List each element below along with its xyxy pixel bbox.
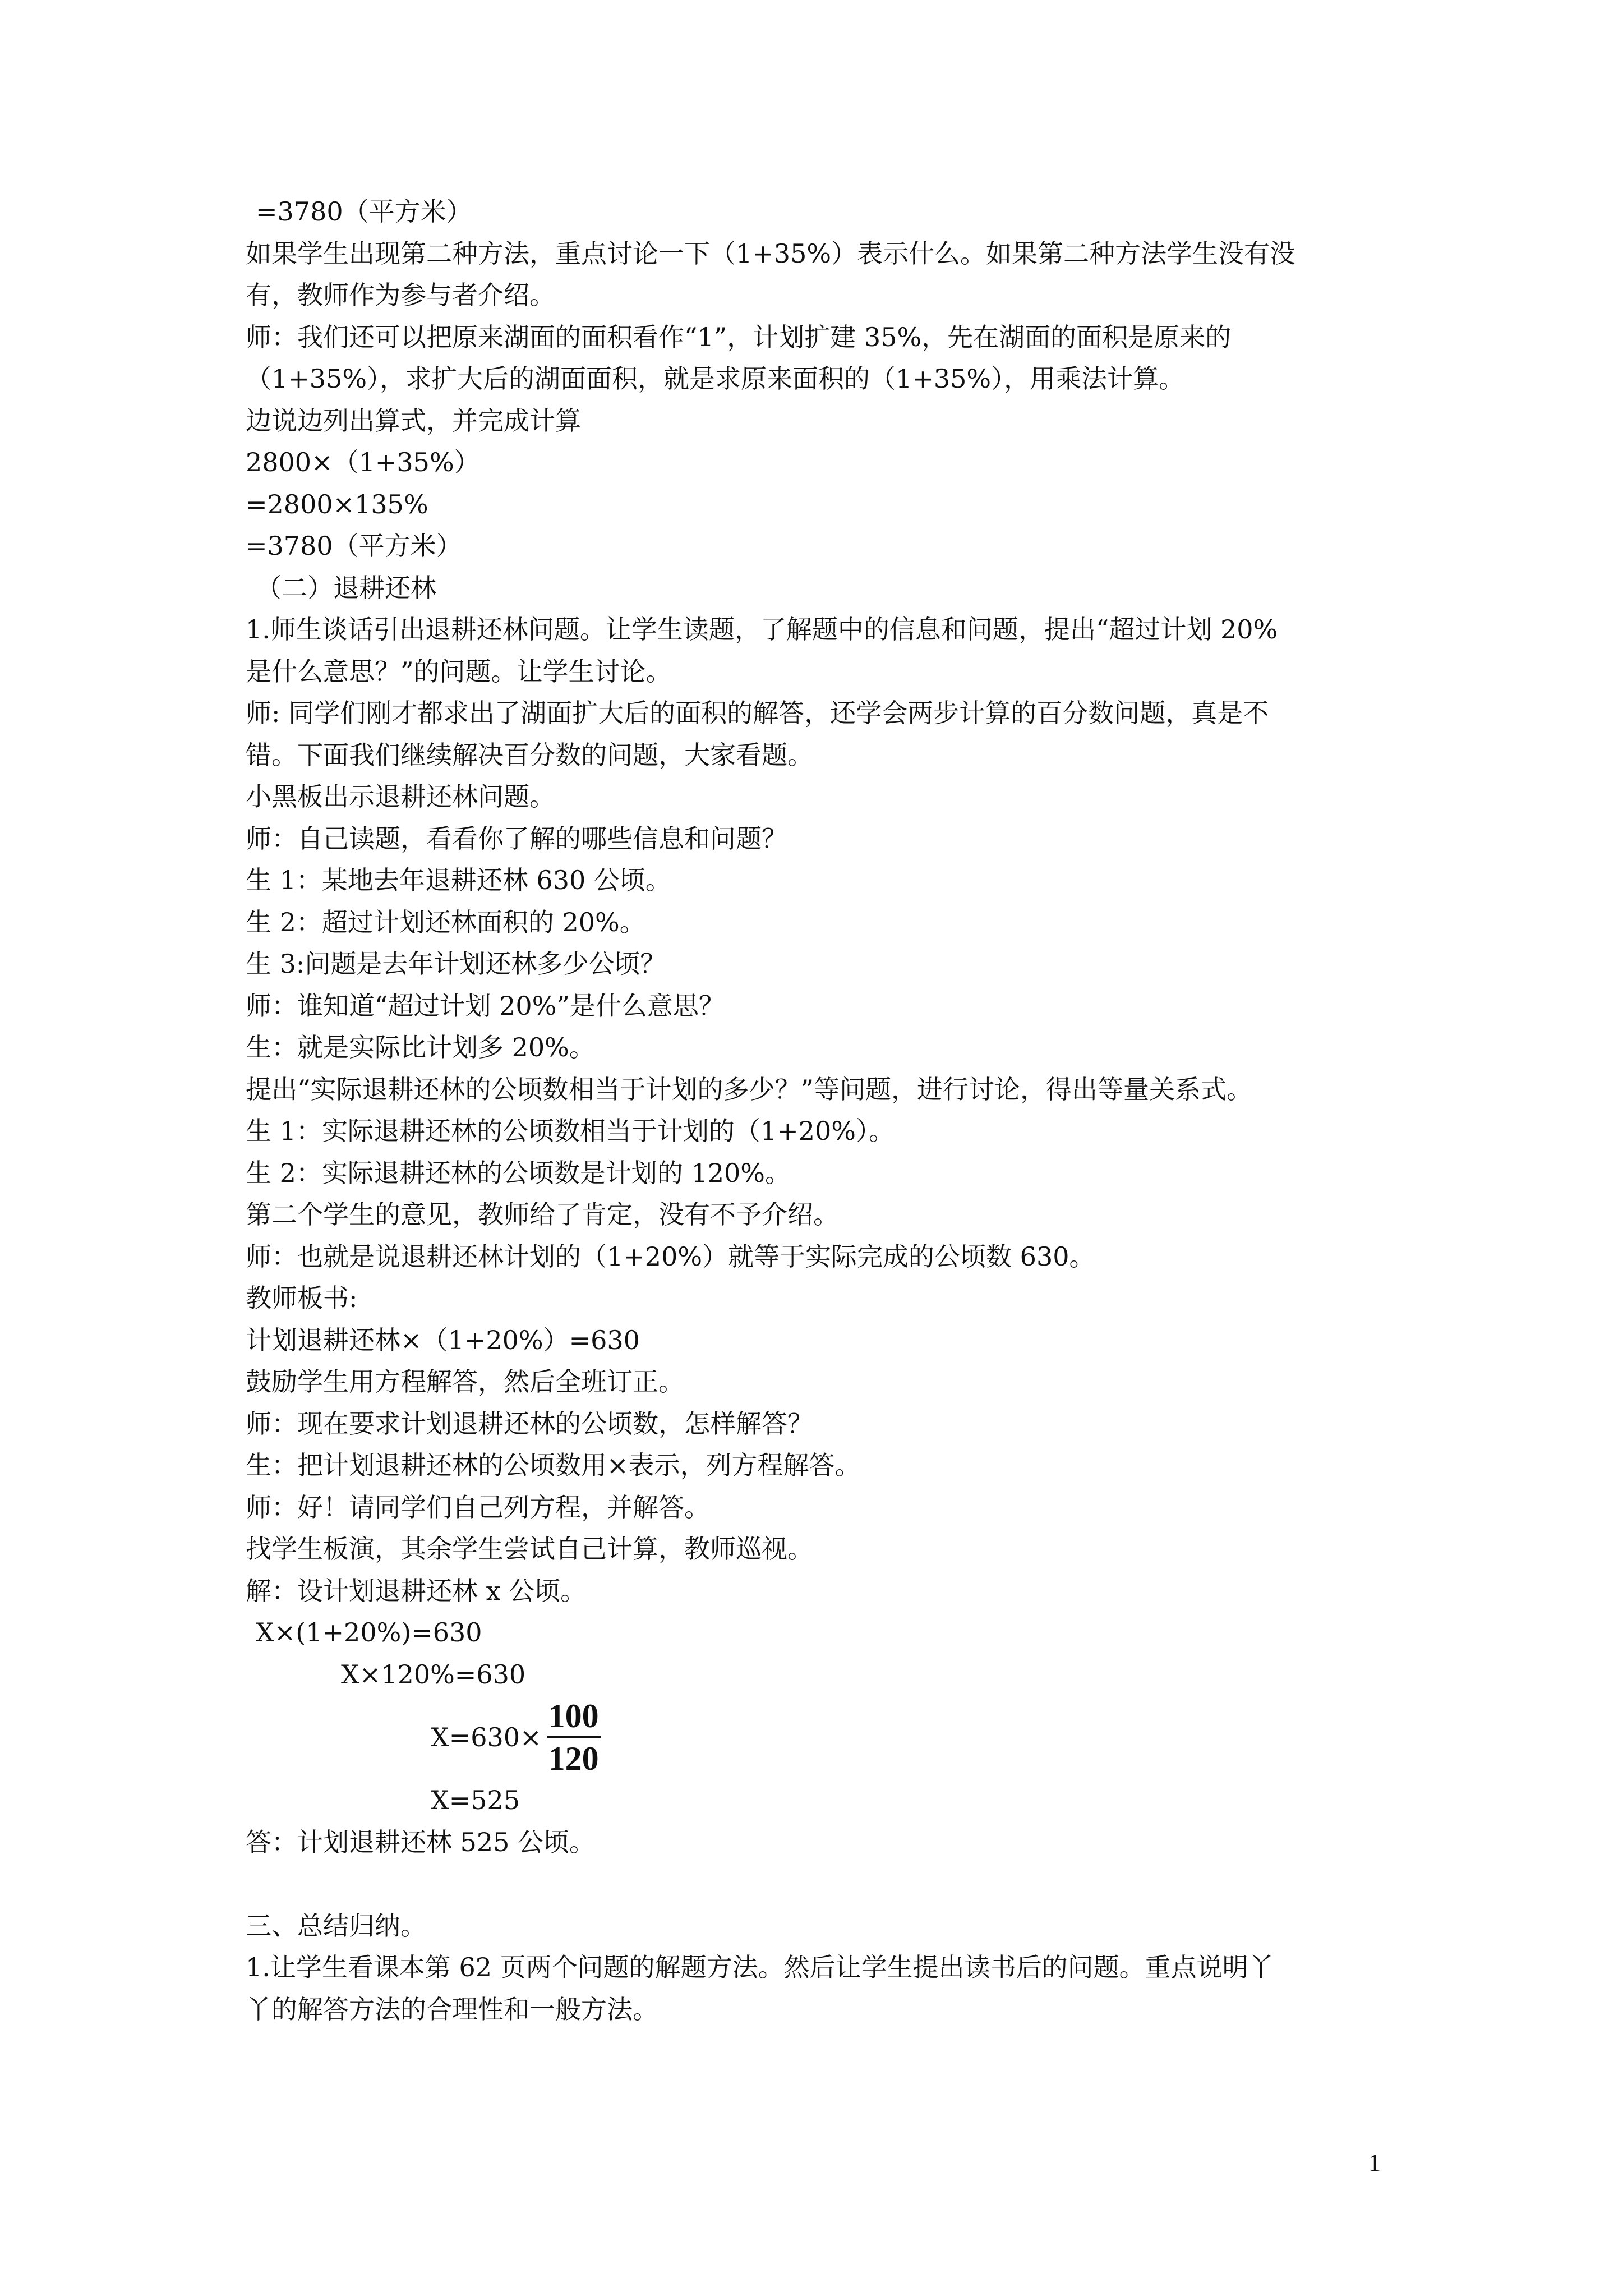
text-line: 答：计划退耕还林 525 公顷。: [246, 1826, 596, 1857]
text-line: 2800×（1+35%）: [246, 447, 480, 477]
text-line: 小黑板出示退耕还林问题。: [246, 781, 555, 812]
text-line: 解：设计划退耕还林 x 公顷。: [246, 1575, 587, 1606]
text-line: 师：自己读题，看看你了解的哪些信息和问题？: [246, 823, 787, 854]
blank-line: [246, 1863, 1395, 1905]
text-line: 师：也就是说退耕还林计划的（1+20%）就等于实际完成的公顷数 630。: [246, 1241, 1095, 1272]
text-line: =3780（平方米）: [246, 531, 462, 561]
text-line: 师：现在要求计划退耕还林的公顷数，怎样解答？: [246, 1408, 813, 1439]
text-line: 第二个学生的意见，教师给了肯定，没有不予介绍。: [246, 1199, 839, 1230]
fraction-numerator: 100: [548, 1697, 599, 1734]
text-line: X=525: [431, 1785, 520, 1815]
text-line: 找学生板演，其余学生尝试自己计算，教师巡视。: [246, 1534, 813, 1564]
text-line: 如果学生出现第二种方法，重点讨论一下（1+35%）表示什么。如果第二种方法学生没有没: [246, 238, 1296, 269]
text-line: X×120%=630: [341, 1659, 526, 1690]
text-line: 错。下面我们继续解决百分数的问题，大家看题。: [246, 739, 813, 770]
fraction-equation-prefix: X=630×: [431, 1722, 542, 1752]
text-line: 提出“实际退耕还林的公顷数相当于计划的多少？”等问题，进行讨论，得出等量关系式。: [246, 1074, 1253, 1105]
text-line: =3780（平方米）: [256, 196, 472, 227]
text-line: 师：好！请同学们自己列方程，并解答。: [246, 1492, 710, 1522]
text-line: 鼓励学生用方程解答，然后全班订正。: [246, 1366, 684, 1397]
document-body: [246, 191, 1395, 2030]
text-line: 1.让学生看课本第 62 页两个问题的解题方法。然后让学生提出读书后的问题。重点说明丫: [246, 1952, 1274, 1982]
text-line: 师: 同学们刚才都求出了湖面扩大后的面积的解答，还学会两步计算的百分数问题，真是不: [246, 698, 1269, 728]
text-line: 1.师生谈话引出退耕还林问题。让学生读题，了解题中的信息和问题，提出“超过计划 20%: [246, 614, 1278, 645]
fraction-equation: [246, 1695, 1395, 1779]
text-line: 生 2：超过计划还林面积的 20%。: [246, 907, 645, 937]
text-line: （1+35%），求扩大后的湖面面积，就是求原来面积的（1+35%），用乘法计算。: [246, 364, 1185, 394]
text-line: 生 3:问题是去年计划还林多少公顷？: [246, 949, 666, 979]
text-block-after-fraction: [246, 1779, 1395, 2030]
text-line: 三、总结归纳。: [246, 1910, 426, 1941]
page-number: 1: [1368, 2149, 1381, 2177]
text-line: 有，教师作为参与者介绍。: [246, 280, 555, 310]
text-line: 生：就是实际比计划多 20%。: [246, 1032, 595, 1062]
text-line: 师：谁知道“超过计划 20%”是什么意思？: [246, 990, 725, 1021]
text-line: X×(1+20%)=630: [256, 1617, 482, 1648]
text-line: 计划退耕还林×（1+20%）=630: [246, 1324, 640, 1355]
text-line: 生 1：某地去年退耕还林 630 公顷。: [246, 865, 671, 895]
fraction-denominator: 120: [548, 1740, 599, 1777]
text-line: 边说边列出算式，并完成计算: [246, 405, 581, 436]
text-line: 丫的解答方法的合理性和一般方法。: [246, 1994, 658, 2024]
text-line: 生 2：实际退耕还林的公顷数是计划的 120%。: [246, 1157, 791, 1188]
text-line: 师：我们还可以把原来湖面的面积看作“1”，计划扩建 35%，先在湖面的面积是原来的: [246, 321, 1232, 352]
text-line: 生 1：实际退耕还林的公顷数相当于计划的（1+20%）。: [246, 1116, 895, 1146]
text-line: 是什么意思？”的问题。让学生讨论。: [246, 656, 672, 687]
text-block-before-fraction: [246, 191, 1395, 1695]
text-line: （二）退耕还林: [256, 572, 436, 603]
text-line: 生：把计划退耕还林的公顷数用×表示，列方程解答。: [246, 1450, 861, 1480]
text-line: 教师板书:: [246, 1283, 358, 1313]
fraction: [546, 1699, 601, 1775]
text-line: =2800×135%: [246, 489, 428, 519]
